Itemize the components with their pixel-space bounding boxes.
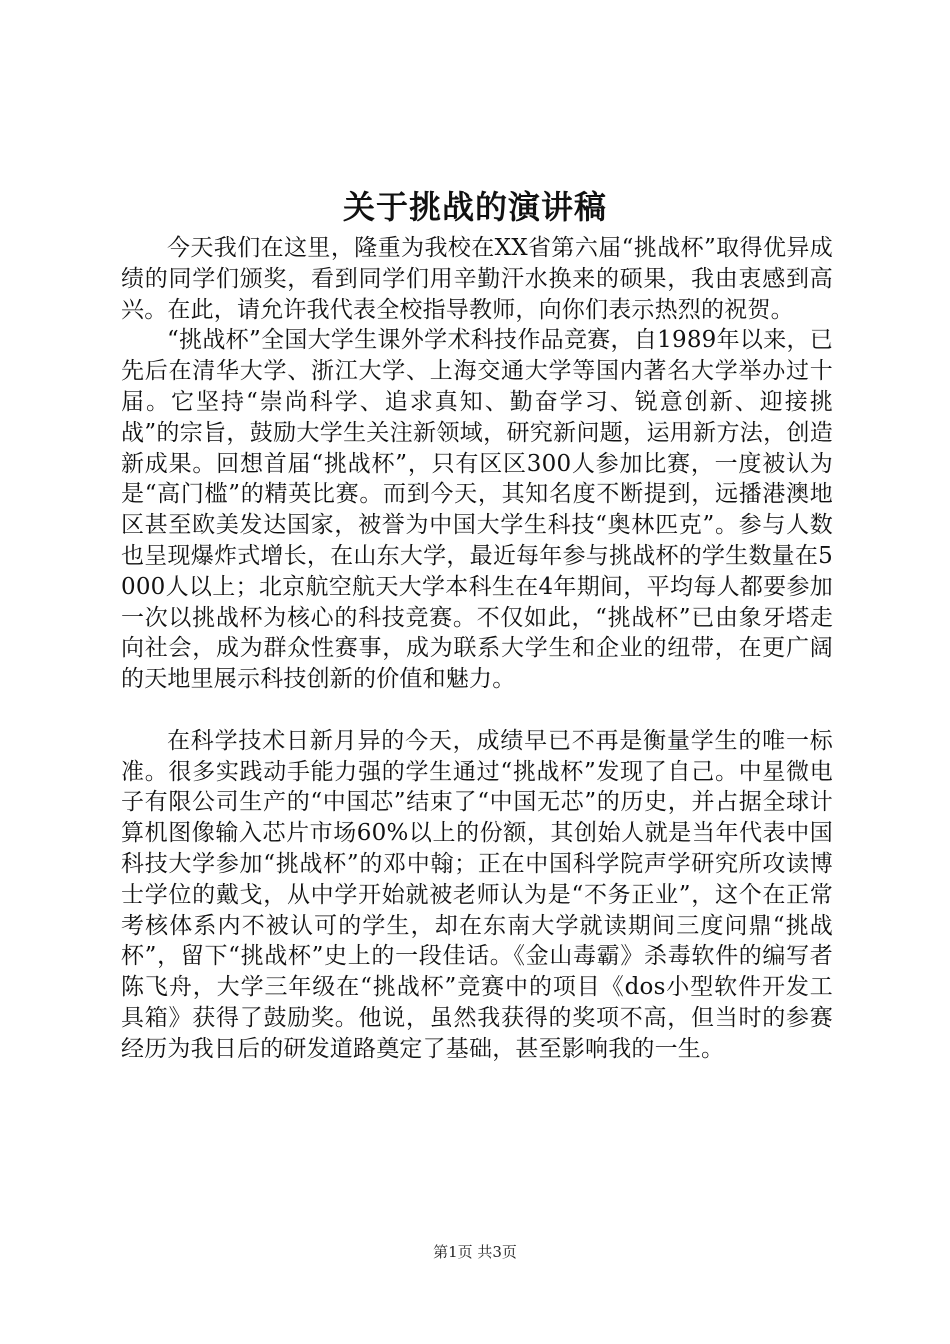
paragraph-2: “挑战杯”全国大学生课外学术科技作品竞赛，自1989年以来，已先后在清华大学、浙江大学、上海交通大学等国内著名大学举办过十届。它坚持“崇尚科学、追求真知、勤奋学习、锐意创新、迎接挑战”的宗旨，鼓励大学生关注新领域，研究新问题，运用新方法，创造新成果。回想首届“挑战杯”，只有区区300人参加比赛，一度被认为是“高门槛”的精英比赛。而到今天，其知名度不断提到，远播港澳地区甚至欧美发达国家，被誉为中国大学生科技“奥林匹克”。参与人数也呈现爆炸式增长，在山东大学，最近每年参与挑战杯的学生数量在5000人以上；北京航空航天大学本科生在4年期间，平均每人都要参加一次以挑战杯为核心的科技竞赛。不仅如此，“挑战杯”已由象牙塔走向社会，成为群众性赛事，成为联系大学生和企业的纽带，在更广阔的天地里展示科技创新的价值和魅力。 [121,327,833,693]
page-number-footer: 第1页 共3页 [433,1243,517,1261]
paragraph-1: 今天我们在这里，隆重为我校在XX省第六届“挑战杯”取得优异成绩的同学们颁奖，看到同学们用辛勤汗水换来的硕果，我由衷感到高兴。在此，请允许我代表全校指导教师，向你们表示热烈的祝贺。 [121,235,833,323]
paragraph-3: 在科学技术日新月异的今天，成绩早已不再是衡量学生的唯一标准。很多实践动手能力强的学生通过“挑战杯”发现了自己。中星微电子有限公司生产的“中国芯”结束了“中国无芯”的历史，并占据全球计算机图像输入芯片市场60%以上的份额，其创始人就是当年代表中国科技大学参加“挑战杯”的邓中翰；正在中国科学院声学研究所攻读博士学位的戴戈，从中学开始就被老师认为是“不务正业”，这个在正常考核体系内不被认可的学生，却在东南大学就读期间三度问鼎“挑战杯”，留下“挑战杯”史上的一段佳话。《金山毒霸》杀毒软件的编写者陈飞舟，大学三年级在“挑战杯”竞赛中的项目《dos小型软件开发工具箱》获得了鼓励奖。他说，虽然我获得的奖项不高，但当时的参赛经历为我日后的研发道路奠定了基础，甚至影响我的一生。 [121,727,833,1062]
page-title: 关于挑战的演讲稿 [342,188,607,226]
paragraph-gap [121,695,833,726]
document-body [121,233,833,1065]
